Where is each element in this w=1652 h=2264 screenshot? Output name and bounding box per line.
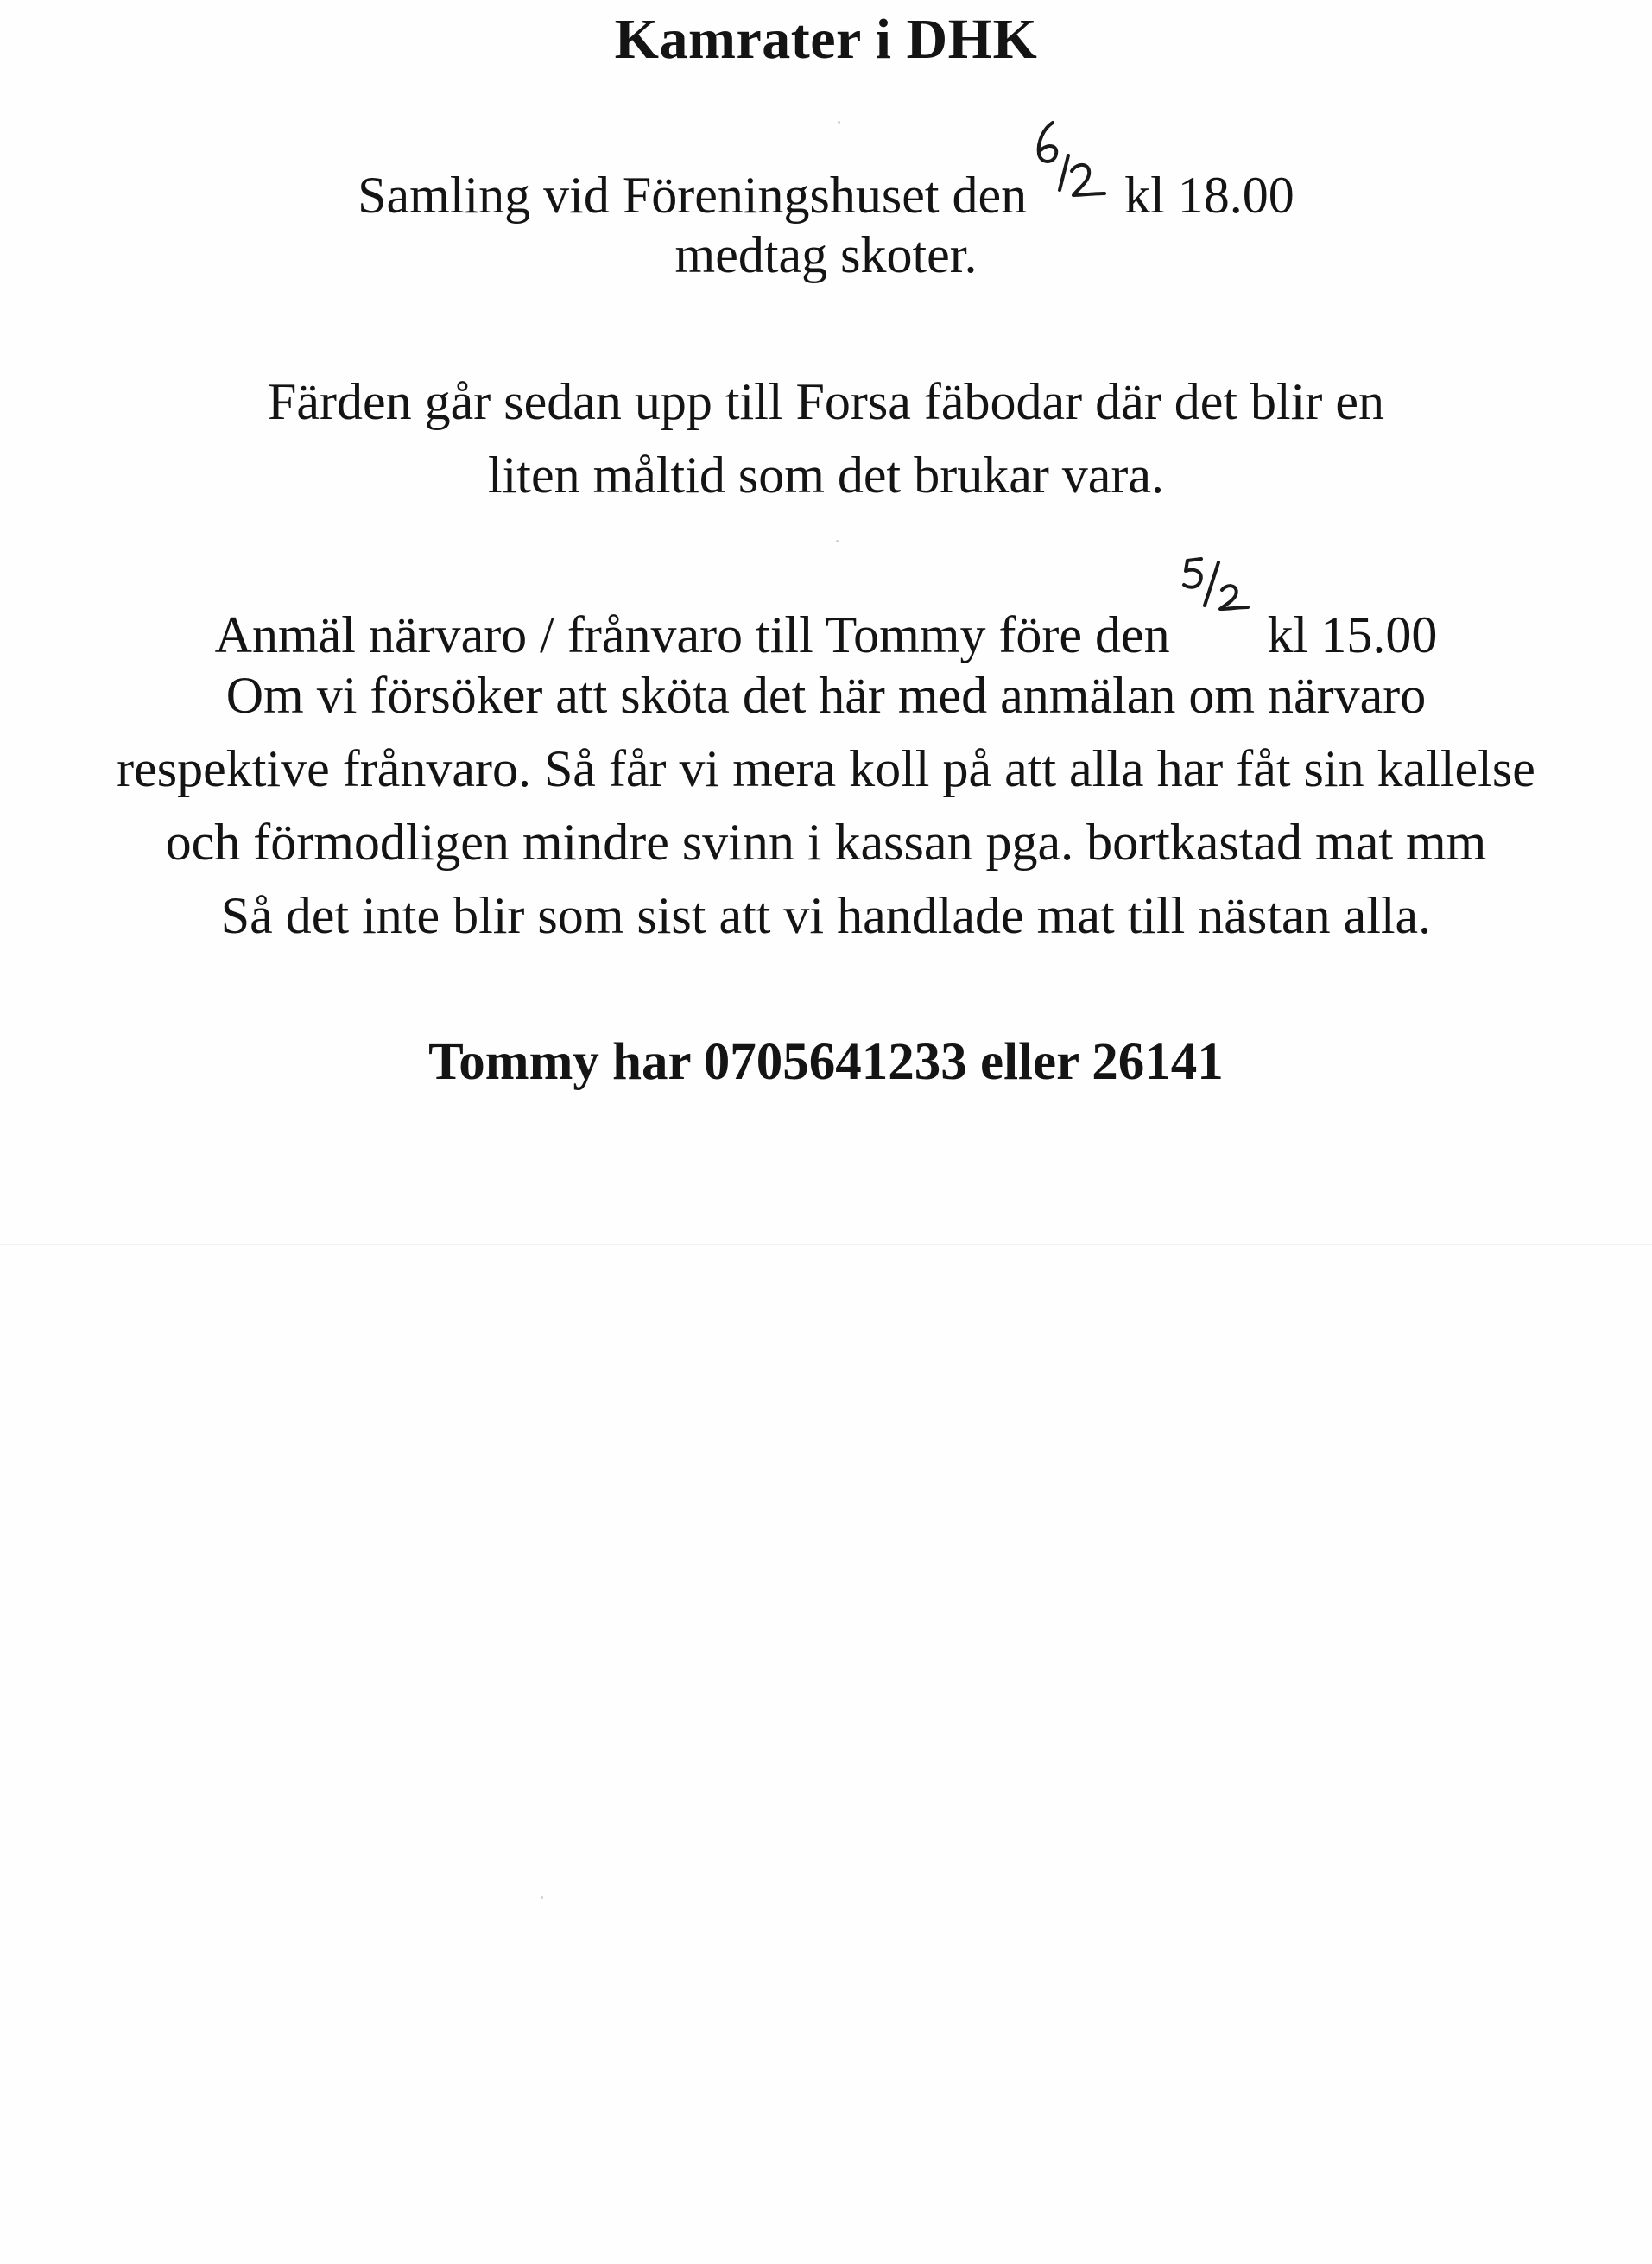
registration-line-2: Om vi försöker att sköta det här med anmälan om närvaro [225,667,1427,724]
scan-fold-line [0,1244,1652,1245]
registration-time: kl 15.00 [1267,606,1438,663]
handwritten-date-gathering [1027,152,1111,212]
trip-line-2: liten måltid som det brukar vara. [487,447,1165,504]
registration-line-3: respektive frånvaro. Så får vi mera koll på att alla har fåt sin kallelse [117,740,1535,797]
gathering-line [0,152,1652,225]
registration-line-5: Så det inte blir som sist att vi handlade mat till nästan alla. [220,887,1432,944]
registration-line [0,592,1652,665]
contact-line: Tommy har 0705641233 eller 26141 [428,1033,1224,1091]
handwritten-5-2-mark [1170,555,1255,650]
document-title: Kamrater i DHK [614,8,1038,71]
gathering-text: Samling vid Föreningshuset den [358,167,1028,224]
scan-speck [838,121,840,124]
gathering-note: medtag skoter. [674,226,978,283]
scan-speck [836,540,839,542]
scan-speck [541,1896,543,1899]
handwritten-6-2-mark [1027,116,1111,211]
handwritten-date-registration [1170,592,1255,652]
registration-text: Anmäl närvaro / frånvaro till Tommy före den [214,606,1170,663]
trip-line-1: Färden går sedan upp till Forsa fäbodar där det blir en [268,373,1384,430]
registration-line-4: och förmodligen mindre svinn i kassan pga. bortkastad mat mm [165,814,1487,871]
gathering-time: kl 18.00 [1124,167,1294,224]
